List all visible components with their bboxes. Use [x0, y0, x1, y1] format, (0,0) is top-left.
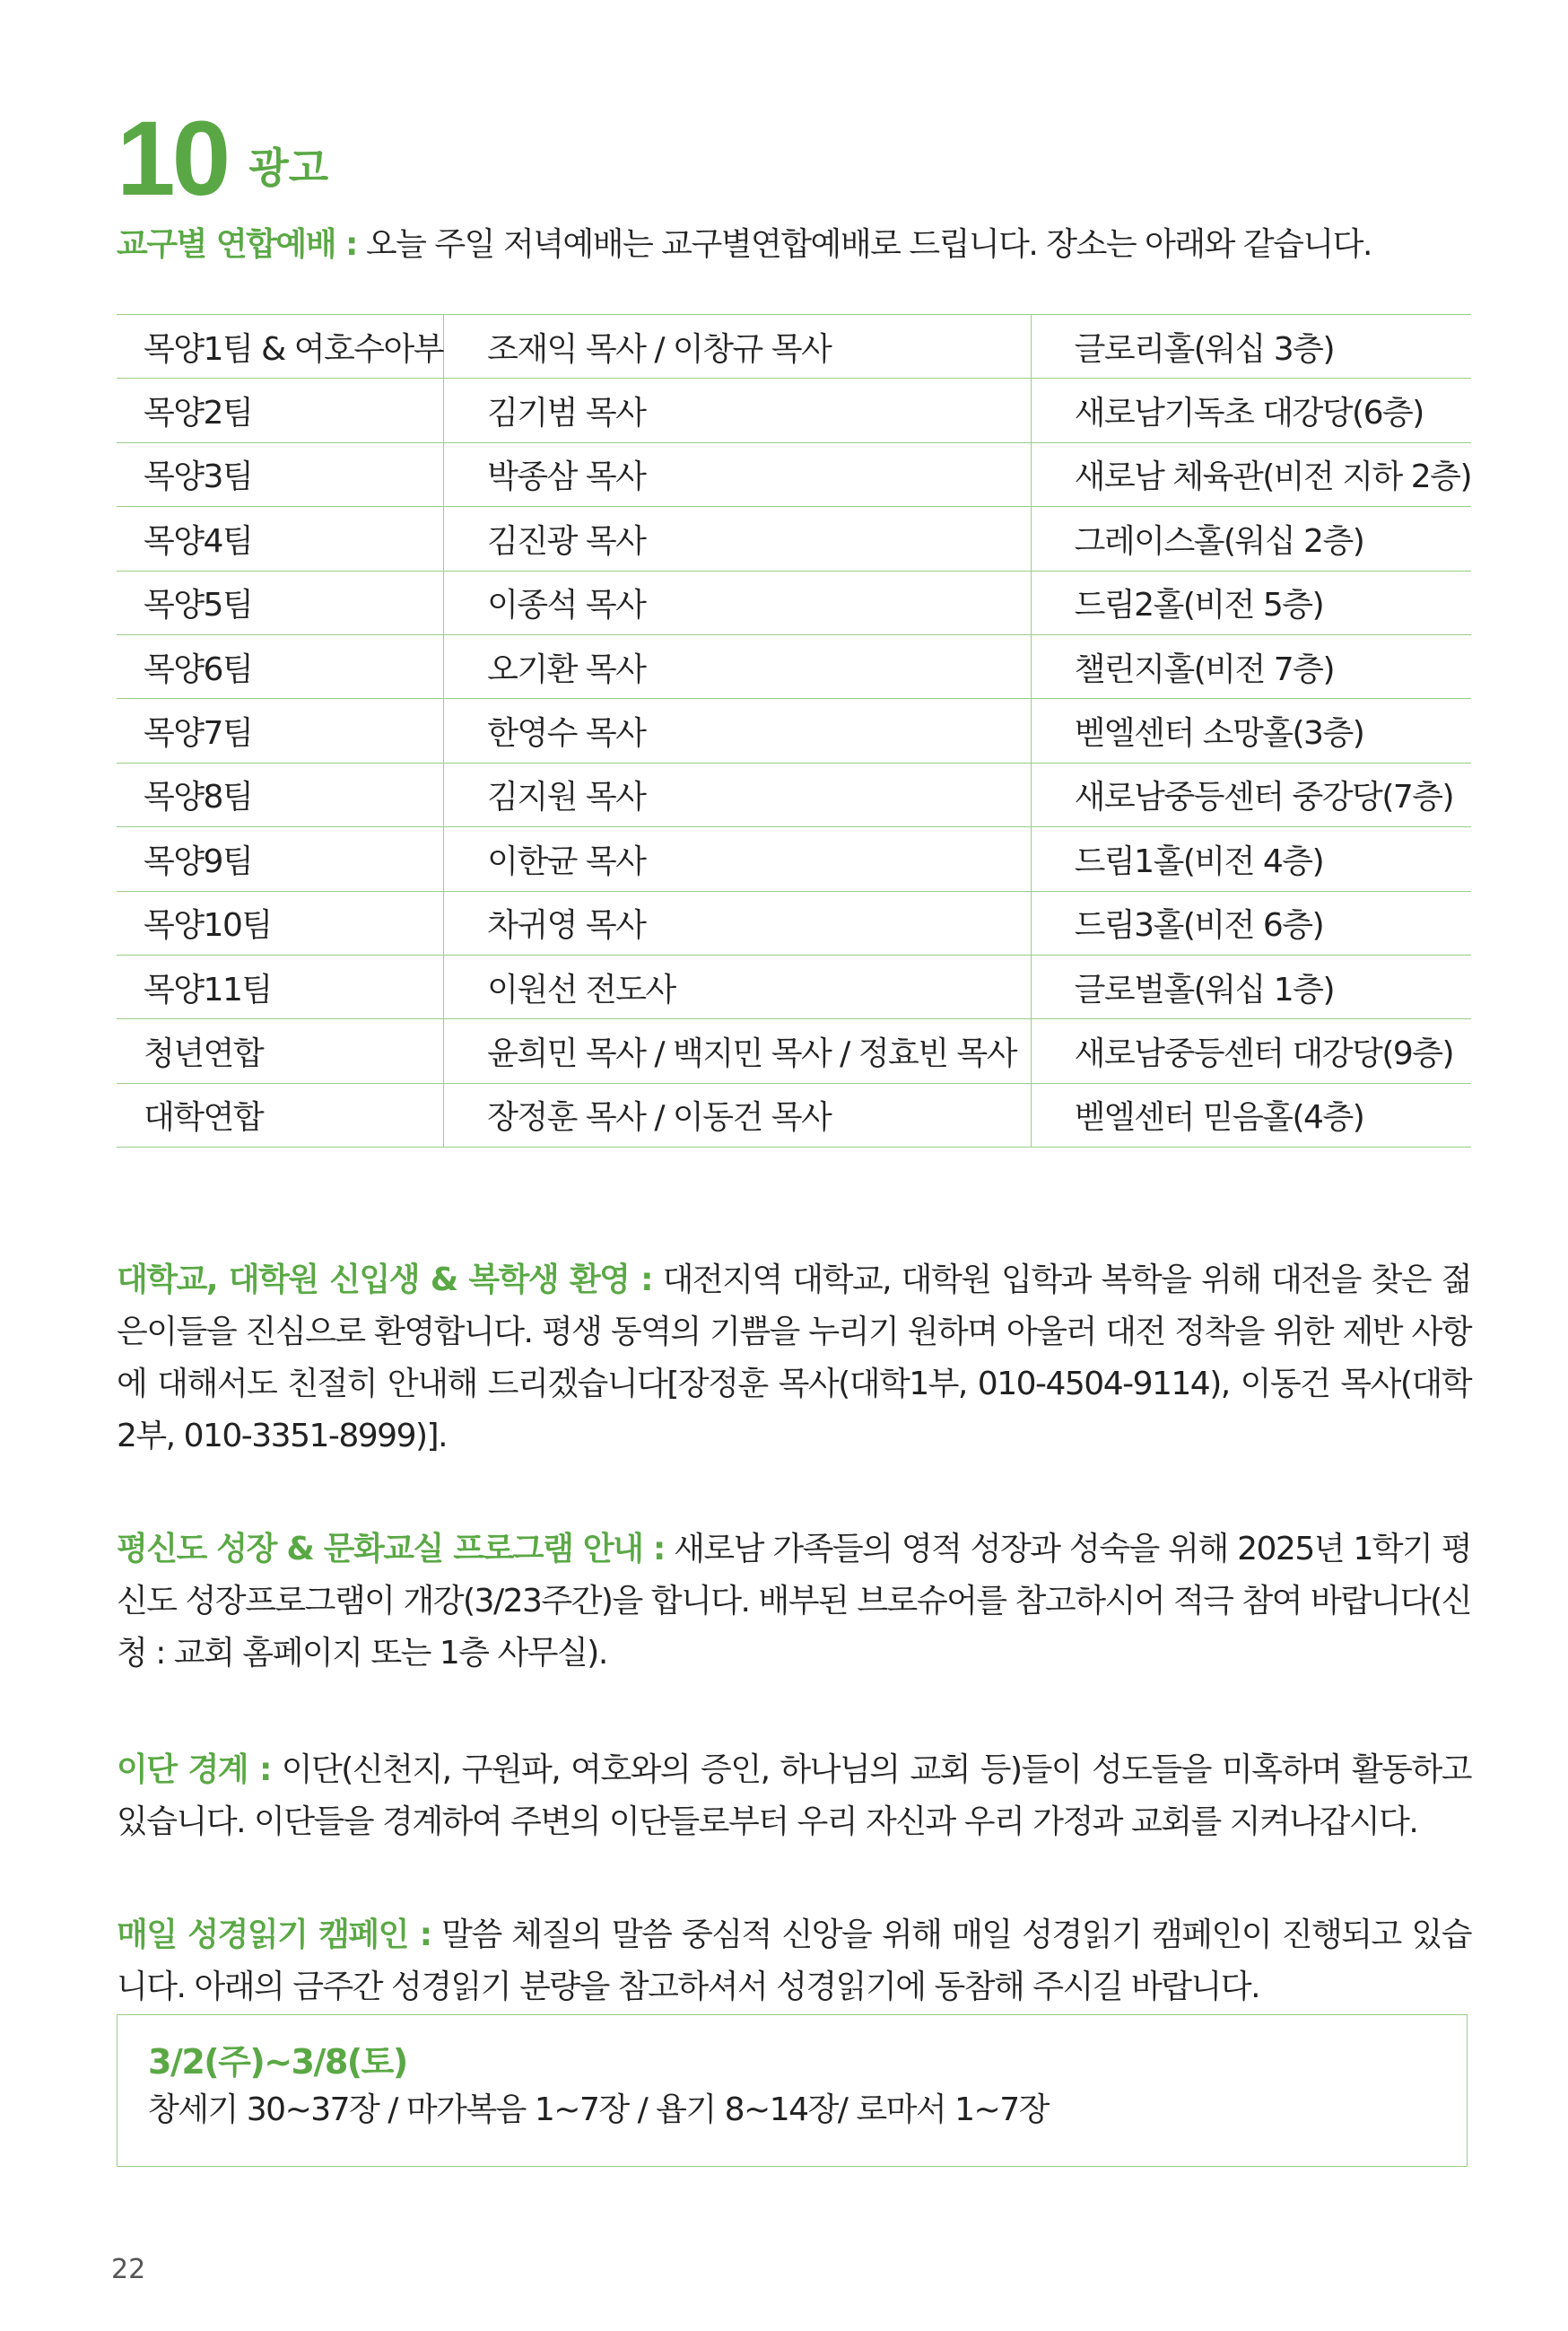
place-cell: 새로남중등센터 대강당(9층)	[1031, 1019, 1471, 1083]
place-cell: 새로남기독초 대강당(6층)	[1031, 379, 1471, 442]
pastor-cell: 이한균 목사	[444, 827, 1032, 891]
place-cell: 드림2홀(비전 5층)	[1031, 571, 1471, 634]
pastor-cell: 오기환 목사	[444, 634, 1032, 698]
notice-label: 매일 성경읽기 캠페인 :	[117, 1916, 431, 1953]
team-cell: 청년연합	[117, 1019, 444, 1083]
pastor-cell: 이원선 전도사	[444, 955, 1032, 1018]
place-cell: 벧엘센터 소망홀(3층)	[1031, 699, 1471, 763]
reading-date: 3/2(주)~3/8(토)	[148, 2042, 407, 2082]
place-cell: 벧엘센터 믿음홀(4층)	[1031, 1083, 1471, 1147]
reading-books: 창세기 30~37장 / 마가복음 1~7장 / 욥기 8~14장/ 로마서 1~7장	[148, 2091, 1049, 2128]
team-cell: 목양3팀	[117, 442, 444, 506]
table-row	[117, 891, 1471, 955]
team-cell: 목양1팀 & 여호수아부	[117, 315, 444, 379]
table-row	[117, 379, 1471, 442]
table-row	[117, 1019, 1471, 1083]
table-row	[117, 699, 1471, 763]
pastor-cell: 장정훈 목사 / 이동건 목사	[444, 1083, 1032, 1147]
pastor-cell: 김기범 목사	[444, 379, 1032, 442]
pastor-cell: 이종석 목사	[444, 571, 1032, 634]
section-header	[117, 100, 329, 218]
intro-text: 오늘 주일 저녁예배는 교구별연합예배로 드립니다. 장소는 아래와 같습니다.	[356, 226, 1372, 263]
pastor-cell: 윤희민 목사 / 백지민 목사 / 정효빈 목사	[444, 1019, 1032, 1083]
notice-label: 이단 경계 :	[117, 1751, 271, 1788]
joint-worship-intro	[117, 224, 1462, 266]
section-title: 광고	[248, 144, 329, 192]
place-cell: 글로리홀(워십 3층)	[1031, 315, 1471, 379]
team-cell: 목양5팀	[117, 571, 444, 634]
intro-label: 교구별 연합예배 :	[117, 226, 357, 263]
table-row	[117, 763, 1471, 826]
table-row	[117, 507, 1471, 571]
bible-reading-box	[117, 2014, 1468, 2167]
table-row	[117, 442, 1471, 506]
table-row	[117, 1083, 1471, 1147]
pastor-cell: 한영수 목사	[444, 699, 1032, 763]
team-cell: 목양8팀	[117, 763, 444, 826]
place-cell: 새로남중등센터 중강당(7층)	[1031, 763, 1471, 826]
team-cell: 목양9팀	[117, 827, 444, 891]
table-row	[117, 571, 1471, 634]
team-cell: 목양4팀	[117, 507, 444, 571]
notice-growth-program	[117, 1523, 1471, 1680]
place-cell: 챌린지홀(비전 7층)	[1031, 634, 1471, 698]
team-cell: 목양7팀	[117, 699, 444, 763]
notice-bible-reading	[117, 1909, 1471, 2013]
table-row	[117, 955, 1471, 1018]
notice-student-welcome	[117, 1254, 1471, 1462]
table-row	[117, 634, 1471, 698]
section-number: 10	[117, 100, 228, 218]
place-cell: 글로벌홀(워십 1층)	[1031, 955, 1471, 1018]
worship-location-table	[117, 314, 1471, 1148]
team-cell: 대학연합	[117, 1083, 444, 1147]
team-cell: 목양2팀	[117, 379, 444, 442]
place-cell: 드림1홀(비전 4층)	[1031, 827, 1471, 891]
pastor-cell: 차귀영 목사	[444, 891, 1032, 955]
pastor-cell: 김진광 목사	[444, 507, 1032, 571]
pastor-cell: 조재익 목사 / 이창규 목사	[444, 315, 1032, 379]
notice-label: 대학교, 대학원 신입생 & 복학생 환영 :	[117, 1262, 652, 1298]
notice-heresy-warning	[117, 1744, 1471, 1848]
table-row	[117, 315, 1471, 379]
page-number: 22	[111, 2254, 146, 2285]
place-cell: 새로남 체육관(비전 지하 2층)	[1031, 442, 1471, 506]
team-cell: 목양6팀	[117, 634, 444, 698]
notice-label: 평신도 성장 & 문화교실 프로그램 안내 :	[117, 1531, 665, 1567]
notice-text: 새로남 가족들의 영적 성장과 성숙을 위해 2025년 1학기 평신도 성장프로그램이 개강(3/23주간)을 합니다. 배부된 브로슈어를 참고하시어 적극 참여 바랍니다(신청 : 교회 홈페이지 또는 1층 사무실).	[117, 1531, 1471, 1672]
notice-text: 이단(신천지, 구원파, 여호와의 증인, 하나님의 교회 등)들이 성도들을 미혹하며 활동하고 있습니다. 이단들을 경계하여 주변의 이단들로부터 우리 자신과 우리 가정과 교회를 지켜나갑시다.	[117, 1751, 1471, 1840]
pastor-cell: 박종삼 목사	[444, 442, 1032, 506]
pastor-cell: 김지원 목사	[444, 763, 1032, 826]
notice-text: 대전지역 대학교, 대학원 입학과 복학을 위해 대전을 찾은 젊은이들을 진심으로 환영합니다. 평생 동역의 기쁨을 누리기 원하며 아울러 대전 정착을 위한 제반 사항에 대해서도 친절히 안내해 드리겠습니다[장정훈 목사(대학1부, 010-4504-9114), 이동건 목사(대학2부, 010-3351-8999)].	[117, 1262, 1472, 1454]
table-row	[117, 827, 1471, 891]
team-cell: 목양10팀	[117, 891, 444, 955]
team-cell: 목양11팀	[117, 955, 444, 1018]
place-cell: 그레이스홀(워십 2층)	[1031, 507, 1471, 571]
notice-text: 말씀 체질의 말씀 중심적 신앙을 위해 매일 성경읽기 캠페인이 진행되고 있습니다. 아래의 금주간 성경읽기 분량을 참고하셔서 성경읽기에 동참해 주시길 바랍니다.	[117, 1916, 1472, 2005]
place-cell: 드림3홀(비전 6층)	[1031, 891, 1471, 955]
